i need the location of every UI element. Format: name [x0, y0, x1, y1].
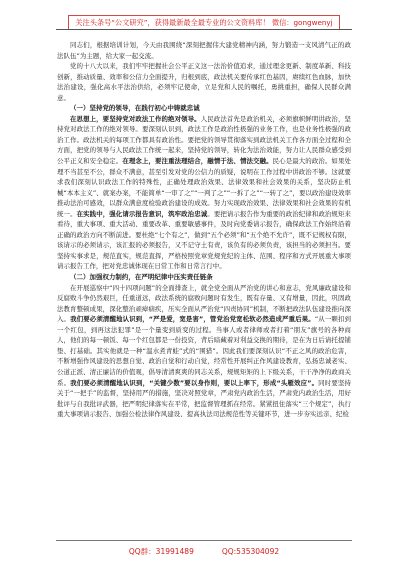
text-run: 在开展巡察中“四十四项问题”的全面排查上，就全党全面从严治党的讲心和意志，党风廉政建设和反腐败斗争仍然艰巨，任重道远，政法系统的腐败问题时有发生，既有存量、又有增量，因此，巩固政法教育整顿成果，深化整治顽瘴痼疾，压实全面从严治党“四责协同”机制，不断把政法队伍建设推向深入。 — [57, 283, 351, 324]
text-run: “从一颗扣到一个红包，到再这法犯罪”是一个量变到质变的过程。当事人或者律师或者打着“朋友”旗号的各种商人，他们的每一顿饭、每一个红包都是一份投资，背后暗藏着对利益交换的期待，是在为日后请托提铺垫、打基础。其实他就是一种“温水煮青蛙”式的“围猎”。因此我们要深刻认识“不正之风的政治危害，不断增强作风建设的思想自觉、政治自觉和行动自觉，经常性开展纠正作风建设教育，弘扬忠诚老实、公道正派、清正廉洁的价值观，倡导清清爽爽的同志关系，规规矩矩的上下级关系，干干净净的政商关系。 — [57, 315, 351, 387]
header-notice: 关注头条号“公文研究”，获得最新最全最专业的公文资料库！ 微信：gongwenyj — [68, 15, 339, 30]
body-paragraph — [57, 40, 351, 61]
text-run: 同时要坚持关于“一把手”的监督，坚持用严的措施，坚决对照党章，严肃党内政治生活，严肃党内政治生活，用好批评与自我批评武器，把严明纪律落实在平常，把监督管理抓在经常。紧紧扭住落实“三个规定”，执行重大事项请示报告、加强公检法律作风建设、提高执法司法规范性等关键环节，进一步夯实远亲、纪检 — [57, 378, 351, 419]
bold-text: 在实践中，强化请示报告意识，筑牢政治忠诚 — [76, 209, 208, 218]
text-run: 。要把请示报告作为重要的政治纪律和政治规矩来看待，重大事项、重大活动、重要改革、重要敏感事件，及时向党委请示报告，确保政法工作始终沿着正确的政治方向不断前进。要杜绝“七个有之”，做到“五个必须”和“五个绝不允许”，既不记规权有限，该请示的必须请示，该汇报的必须报告，又不记守土有责，该负有的必须负责，该担当的必须担当。要坚持实事求是，规范直实，规范直挥，严格按照党章党规党纪的主体、范围、程序和方式开展重大事项请示报告工作，把对党忠诚体现在日常工作和日常言行中。 — [57, 209, 351, 271]
text-run: 同志们，根据培训计划，今天由我围绕“深刻把握伟大建党精神内涵，努力锻造一支风清气正的政法队伍”为主题，给大家一起交流。 — [57, 41, 351, 60]
footer-contact — [0, 547, 408, 557]
footer-divider — [56, 540, 352, 541]
text-run: 民心是最大的政治。如果处理不当甚至不公，群众不满意，甚至引发对党的公信力的质疑，说明在工作过程中讲政治不够。这就要求我们深刻认识政法工作的特殊性，正确处理政治效果、法律效果和社会效果的关系，坚决防止机械“本本主义”、就案办案，不能简单“一审了之”“一判了之”“一拆了之”“一转了之”，要以政治建设效率推动法治可感效，以群众满意度检验政治建设的成效。努力实现政治效果、法律效果和社会效果的有机统一。 — [57, 157, 351, 218]
bold-text: 在理念上，要注重法理结合，融情于法、情法交融。 — [122, 157, 273, 166]
bold-text: 在思想上，要坚持党对政法工作的绝对领导。 — [70, 114, 201, 123]
text-run: 人民政法首先是政治机关，必须旗帜鲜明讲政治，坚持党对政法工作的绝对领导。要深刻认识到，政法工作是政治性极强的业务工作，也是业务性极强的政治工作。政法机关的每项工作都具有政治性。要把党的领导贯彻落实到政法机关工作各方面全过程和全方面，把党的领导与人民政法工作统一起来，坚持党的领导，转化为法治效能，努力让人民群众感受到公平正义和安全稳定。 — [57, 114, 351, 166]
header-divider — [56, 29, 352, 30]
document-body — [57, 40, 351, 420]
section-heading — [57, 103, 351, 114]
bold-text: 我们要必须清醒地认识到，“严是爱，宽是害”，管党治党宽松软必然造成严重后果。 — [70, 315, 315, 324]
header-notice-wrap — [0, 10, 408, 30]
bold-text: （二）加强权力制约，在严明纪律中压实责任链条 — [70, 273, 213, 282]
footer-qq: QQ:535304092 — [221, 547, 280, 556]
bold-text: （一）坚持党的领导，在践行初心中铸就忠诚 — [70, 104, 200, 113]
footer-qq-group: QQ群：31991489 — [128, 547, 194, 556]
section-heading — [57, 272, 351, 283]
body-paragraph — [57, 114, 351, 272]
body-paragraph — [57, 283, 351, 420]
bold-text: 我们要必须清醒地认识到，“关键少数”要以身作则，要以上率下，形成“头雁效应”。 — [70, 378, 319, 387]
body-paragraph — [57, 61, 351, 103]
text-run: 党的十八大以来，我们牢牢把握社会公平正义这一法治价值追求，通过理念更新、制度革新、科技创新，推动质量、效率和公信力全面提升，归根到底，政法机关要传承红色基因，赓续红色血脉，加快法治建设，强化高水平法治供给，必须牢记使命，立足党和人民的嘱托，勇挑重担，确保人民群众满意。 — [57, 62, 351, 102]
